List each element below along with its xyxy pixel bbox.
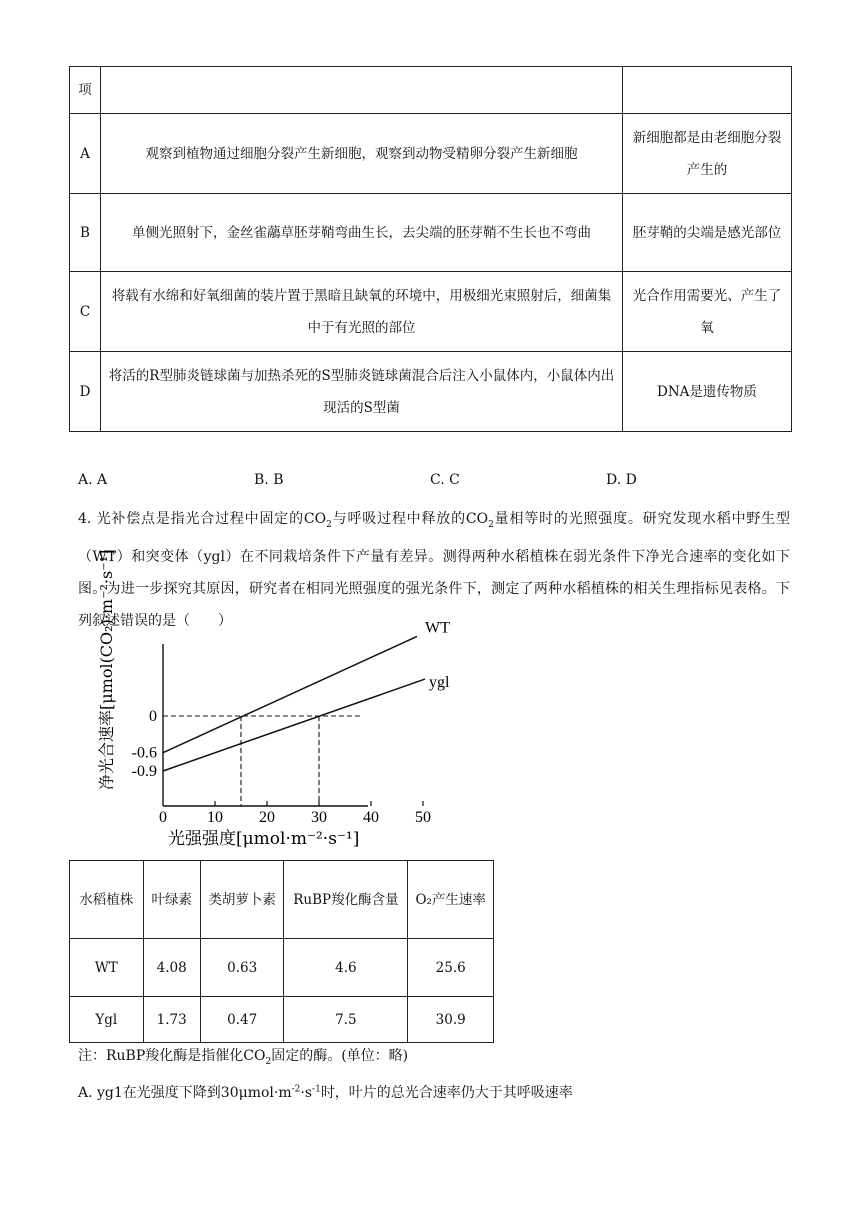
subscript: 2 [488, 519, 494, 530]
option-b[interactable]: B. B [254, 472, 284, 488]
option-c[interactable]: C. C [430, 472, 460, 488]
option-text-3: 时，叶片的总光合速率仍大于其呼吸速率 [320, 1085, 573, 1101]
q4-text-1: 4. 光补偿点是指光合过程中固定的CO [78, 511, 327, 527]
table-cell: 4.08 [143, 939, 200, 997]
table-cell: 0.47 [200, 997, 284, 1043]
subscript: 2 [326, 519, 332, 530]
header-cell: 叶绿素 [143, 861, 200, 939]
x-tick-label: 30 [311, 809, 327, 826]
header-cell: RuBP羧化酶含量 [284, 861, 408, 939]
conclusion-cell: 新细胞都是由老细胞分裂产生的 [623, 114, 792, 194]
row-label: A [70, 114, 101, 194]
superscript: -1 [312, 1084, 321, 1095]
q4-option-a[interactable] [78, 1082, 573, 1102]
table-cell: 1.73 [143, 997, 200, 1043]
table-row [70, 997, 494, 1043]
y-tick-label: -0.6 [131, 744, 157, 762]
superscript: -2 [291, 1084, 301, 1095]
x-tick-label: 0 [159, 809, 167, 826]
q4-text-3: 量相等时的光照强度。研究发现水稻中野生型（WT）和突变体（ygl）在不同栽培条件下产量有差异。测得两种水稻植株在弱光条件下净光合速率的变化如下图。为进一步探究其原因，研究者在相同光照强度的强光条件下，测定了两种水稻植株的相关生理指标见表格。下列叙述错误的是（ ） [78, 511, 790, 629]
table-row [70, 352, 792, 432]
net-photosynthesis-chart [78, 549, 450, 852]
header-cell: 类胡萝卜素 [200, 861, 284, 939]
note-text-1: 注：RuBP羧化酶是指催化CO [78, 1048, 266, 1064]
physiology-table [69, 860, 494, 1043]
option-text-2: ·s [300, 1085, 313, 1101]
table-cell: 4.6 [284, 939, 408, 997]
table-row [70, 114, 792, 194]
subscript: 2 [265, 1056, 272, 1067]
row-label: D [70, 352, 101, 432]
table-cell: WT [70, 939, 144, 997]
table-cell: 0.63 [200, 939, 284, 997]
option-a[interactable]: A. A [78, 472, 108, 488]
table-header-row [70, 861, 494, 939]
series-label-wt: WT [425, 619, 450, 637]
table-note [78, 1045, 408, 1067]
series-label-ygl: ygl [429, 674, 450, 692]
y-tick-label: 0 [149, 708, 157, 725]
row-label: B [70, 194, 101, 272]
header-cell: O₂产生速率 [408, 861, 494, 939]
note-text-2: 固定的酶。(单位：略) [271, 1048, 409, 1064]
experiment-table [69, 66, 792, 432]
q4-text-2: 与呼吸过程中释放的CO [331, 511, 489, 527]
header-cell: 水稻植株 [70, 861, 144, 939]
table-row [70, 67, 792, 114]
x-axis-label: 光强强度[μmol·m⁻²·s⁻¹] [168, 829, 360, 849]
table-cell: 30.9 [408, 997, 494, 1043]
table-cell: Ygl [70, 997, 144, 1043]
header-cell: 项 [70, 67, 101, 114]
header-cell [101, 67, 623, 114]
table-cell: 25.6 [408, 939, 494, 997]
table-cell: 7.5 [284, 997, 408, 1043]
table-row [70, 272, 792, 352]
evidence-cell: 将活的R型肺炎链球菌与加热杀死的S型肺炎链球菌混合后注入小鼠体内，小鼠体内出现活的S型菌 [101, 352, 623, 432]
option-text-1: A. yg1在光强度下降到30μmol·m [78, 1085, 292, 1101]
evidence-cell: 观察到植物通过细胞分裂产生新细胞，观察到动物受精卵分裂产生新细胞 [101, 114, 623, 194]
evidence-cell: 单侧光照射下，金丝雀虉草胚芽鞘弯曲生长，去尖端的胚芽鞘不生长也不弯曲 [101, 194, 623, 272]
x-tick-label: 10 [207, 809, 223, 826]
conclusion-cell: DNA是遗传物质 [623, 352, 792, 432]
option-d[interactable]: D. D [606, 472, 637, 488]
header-cell [623, 67, 792, 114]
conclusion-cell: 光合作用需要光、产生了氧 [623, 272, 792, 352]
y-axis-label: 净光合速率[μmol(CO₂)·m⁻²·s⁻¹] [97, 549, 116, 790]
conclusion-cell: 胚芽鞘的尖端是感光部位 [623, 194, 792, 272]
table-row [70, 939, 494, 997]
evidence-cell: 将载有水绵和好氧细菌的装片置于黑暗且缺氧的环境中，用极细光束照射后，细菌集中于有光照的部位 [101, 272, 623, 352]
x-tick-label: 20 [259, 809, 275, 826]
table-row [70, 194, 792, 272]
y-tick-label: -0.9 [131, 763, 157, 780]
question-4-stem [78, 503, 790, 637]
x-tick-label: 50 [415, 809, 431, 826]
row-label: C [70, 272, 101, 352]
x-tick-label: 40 [363, 809, 379, 826]
